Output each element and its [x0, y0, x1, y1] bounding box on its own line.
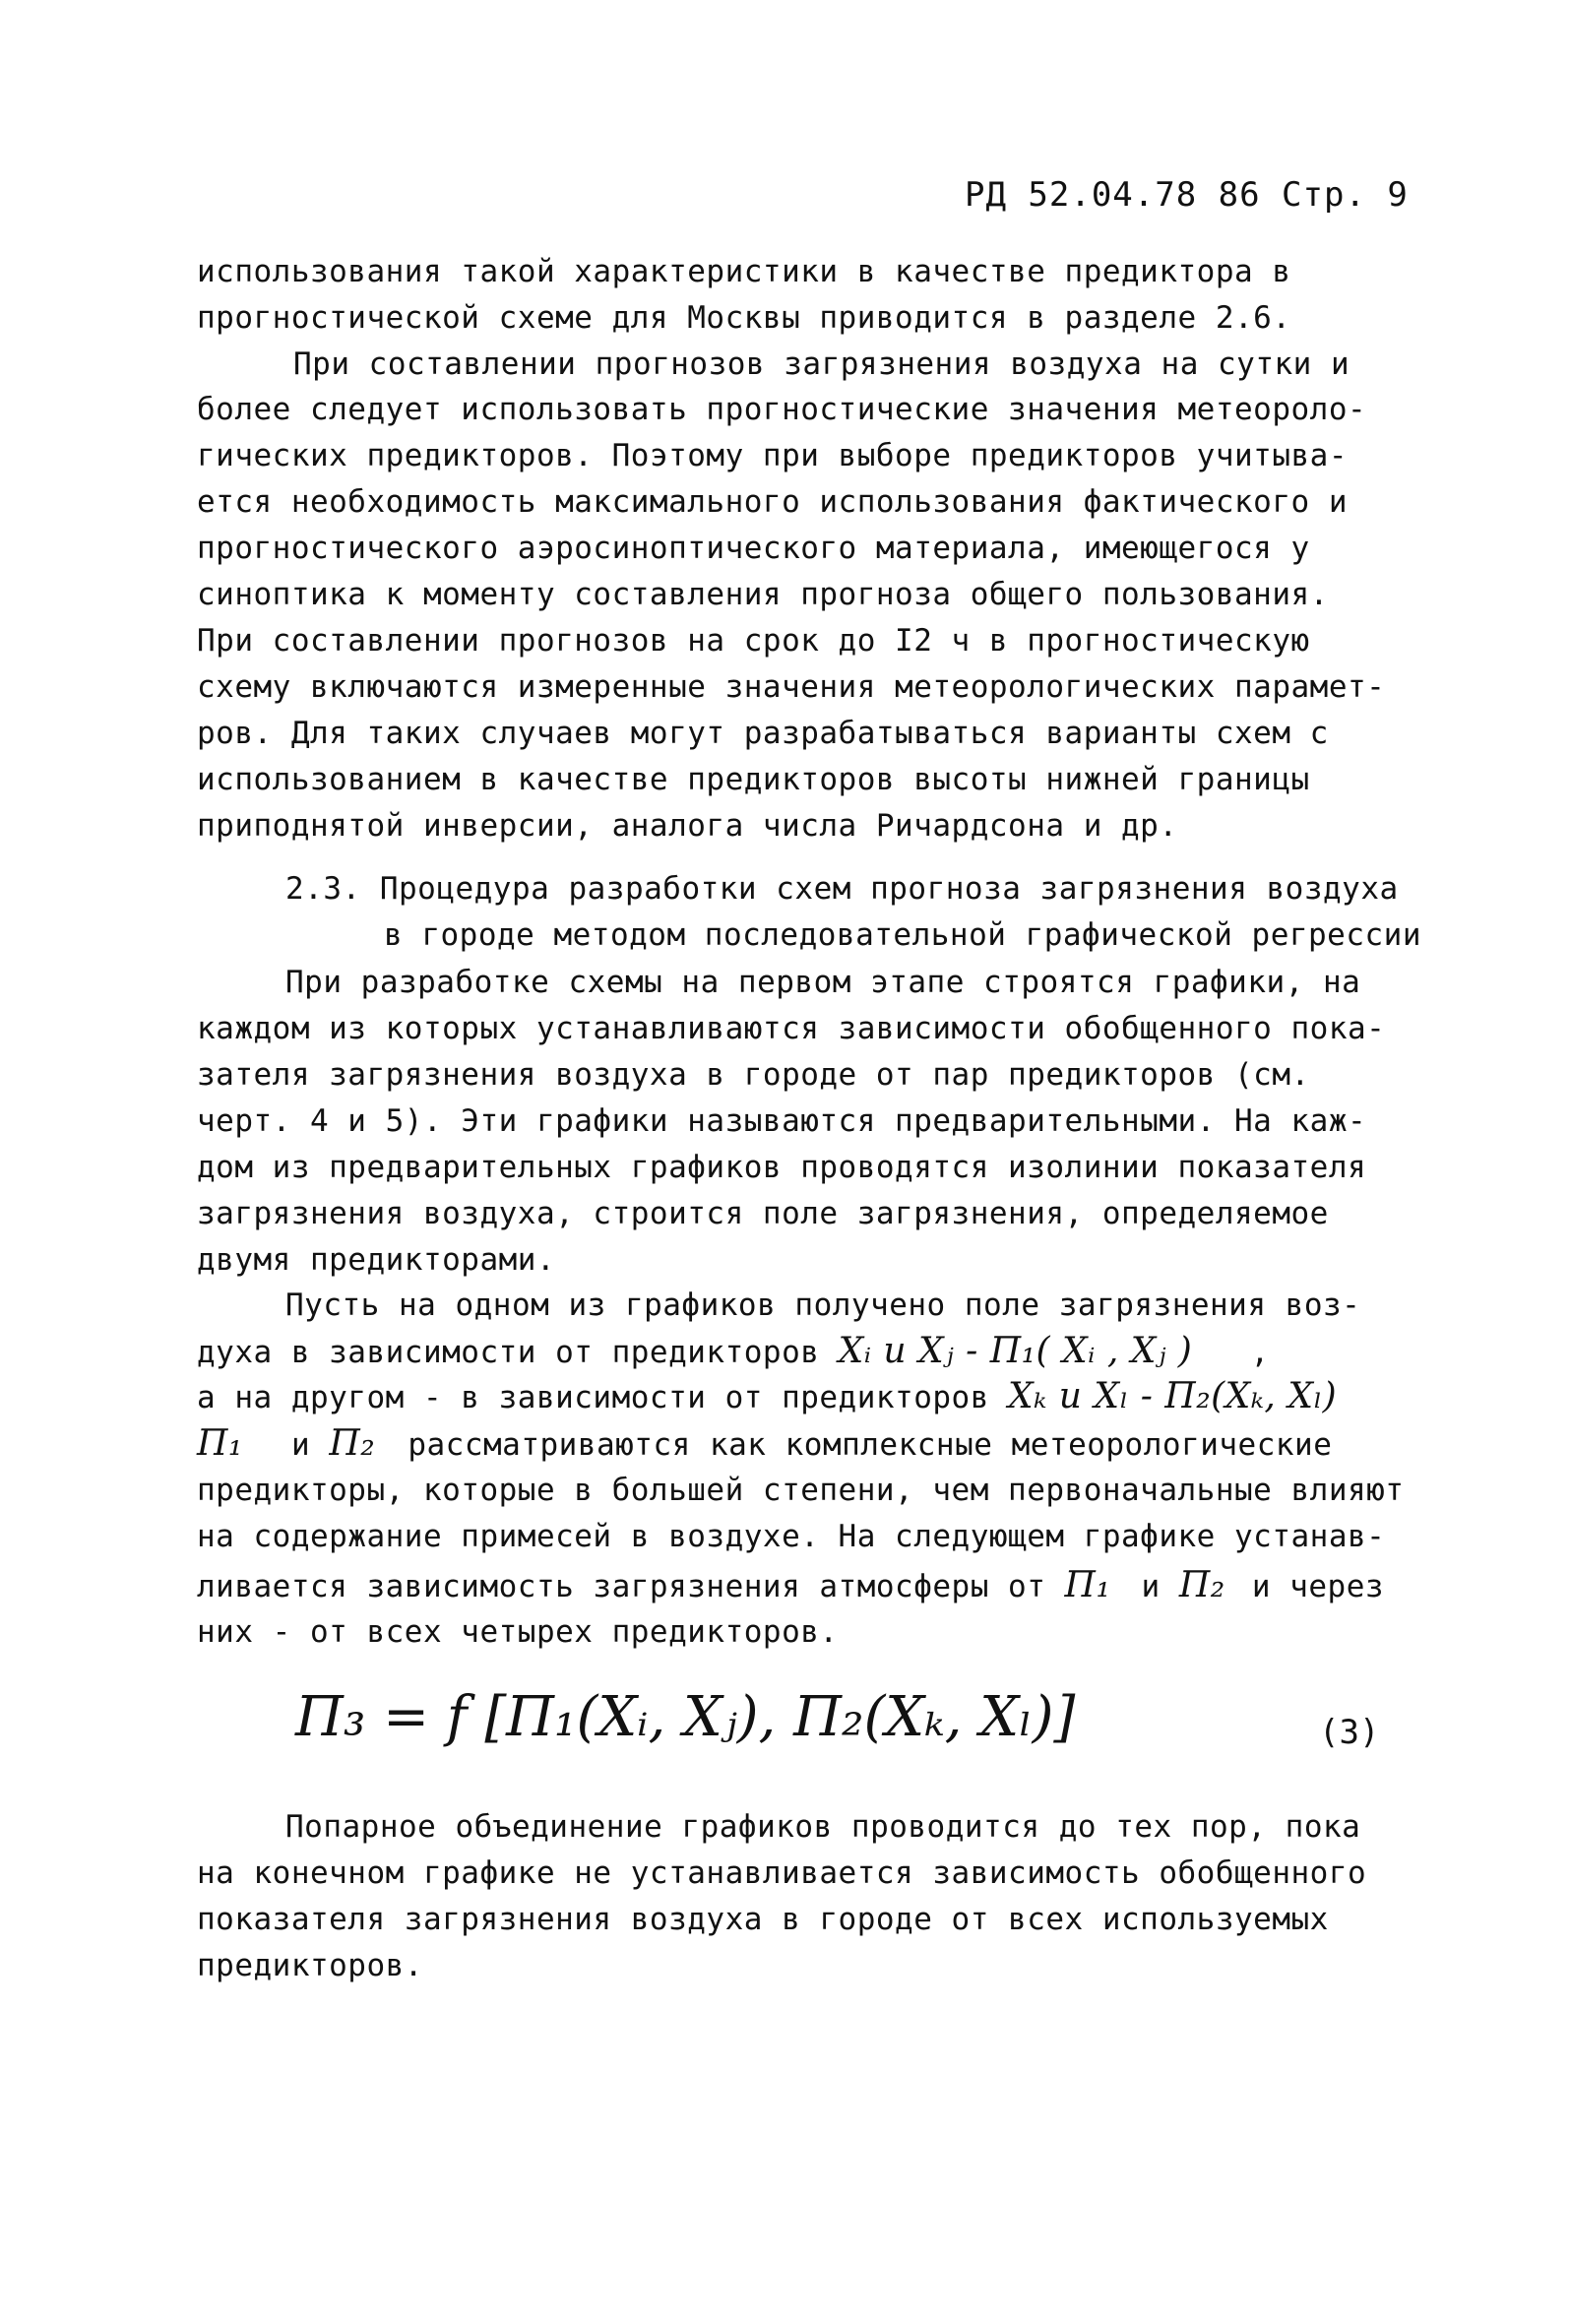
paragraph3-line: двумя предикторами. — [197, 1242, 556, 1278]
paragraph4-line: предикторы, которые в большей степени, чем первоначальные влияют — [197, 1473, 1405, 1508]
paragraph3-line: зателя загрязнения воздуха в городе от пар предикторов (см. — [197, 1057, 1310, 1093]
section-heading — [285, 871, 1399, 907]
paragraph3-line: дом из предварительных графиков проводятся изолинии показателя — [197, 1150, 1367, 1185]
paragraph1-line: использования такой характеристики в качестве предиктора в — [197, 254, 1291, 289]
math-symbol: П₁ — [1064, 1565, 1111, 1605]
punctuation: , — [1250, 1335, 1270, 1370]
paragraph4-text: духа в зависимости от предикторов — [197, 1335, 820, 1370]
paragraph4-text: а на другом - в зависимости от предикторов — [197, 1380, 989, 1415]
paragraph5-line: показателя загрязнения воздуха в городе от всех используемых — [197, 1902, 1329, 1937]
paragraph2-line: более следует использовать прогностические значения метеороло- — [197, 392, 1367, 427]
paragraph2-line: прогностического аэросиноптического материала, имеющегося у — [197, 531, 1310, 566]
paragraph4-line — [197, 1423, 1332, 1464]
math-symbol: П₁ — [197, 1423, 243, 1464]
conjunction: и — [291, 1427, 311, 1463]
paragraph4-line: на содержание примесей в воздухе. На следующем графике устанав- — [197, 1519, 1386, 1554]
paragraph3-line: При разработке схемы на первом этапе строятся графики, на — [285, 965, 1361, 1000]
paragraph1-line: прогностической схеме для Москвы приводится в разделе 2.6. — [197, 300, 1291, 336]
paragraph4-line: Пусть на одном из графиков получено поле загрязнения воз- — [285, 1288, 1361, 1323]
paragraph2-line: При составлении прогнозов на срок до I2 ч в прогностическую — [197, 623, 1310, 659]
paragraph4-line — [197, 1565, 1384, 1605]
equation-number: (3) — [1319, 1713, 1380, 1752]
paragraph2-line: использованием в качестве предикторов высоты нижней границы — [197, 762, 1310, 797]
math-expression: Xₖ и Xₗ - П₂(Xₖ, Xₗ) — [1008, 1376, 1338, 1416]
doc-code: РД 52.04.78 86 Стр. — [965, 175, 1366, 215]
page-header — [965, 175, 1409, 215]
math-symbol: П₂ — [329, 1423, 376, 1464]
equation-formula: П₃ = f [П₁(Xᵢ, Xⱼ), П₂(Xₖ, Xₗ)] — [295, 1685, 1076, 1749]
paragraph4-line — [197, 1331, 1270, 1371]
paragraph4-line: них - от всех четырех предикторов. — [197, 1614, 839, 1650]
conjunction: и — [1141, 1569, 1161, 1604]
paragraph4-text: ливается зависимость загрязнения атмосферы от — [197, 1569, 1046, 1604]
page-number: 9 — [1387, 175, 1409, 215]
paragraph5-line: предикторов. — [197, 1948, 423, 1983]
paragraph4-text: и через — [1251, 1569, 1385, 1604]
section-number: 2.3. — [285, 871, 361, 907]
paragraph2-line: ется необходимость максимального использования фактического и — [197, 484, 1348, 520]
paragraph5-line: на конечном графике не устанавливается зависимость обобщенного — [197, 1855, 1367, 1891]
math-expression: Xᵢ и Xⱼ - П₁( Xᵢ , Xⱼ ) — [838, 1331, 1193, 1371]
paragraph5-line: Попарное объединение графиков проводится до тех пор, пока — [285, 1809, 1361, 1845]
paragraph4-line — [197, 1376, 1337, 1416]
paragraph2-line: схему включаются измеренные значения метеорологических парамет- — [197, 669, 1386, 705]
paragraph2-line: синоптика к моменту составления прогноза общего пользования. — [197, 577, 1329, 612]
paragraph2-line: При составлении прогнозов загрязнения воздуха на сутки и — [293, 346, 1350, 382]
paragraph2-line: ров. Для таких случаев могут разрабатываться варианты схем с — [197, 716, 1329, 751]
paragraph3-line: загрязнения воздуха, строится поле загрязнения, определяемое — [197, 1196, 1329, 1231]
paragraph2-line: гических предикторов. Поэтому при выборе предикторов учитыва- — [197, 438, 1348, 473]
paragraph4-text: рассматриваются как комплексные метеорологические — [408, 1427, 1333, 1463]
section-title-line1: Процедура разработки схем прогноза загрязнения воздуха — [379, 871, 1399, 907]
math-symbol: П₂ — [1178, 1565, 1225, 1605]
section-title-line2: в городе методом последовательной графической регрессии — [384, 917, 1421, 953]
paragraph2-line: приподнятой инверсии, аналога числа Ричардсона и др. — [197, 808, 1178, 844]
paragraph3-line: черт. 4 и 5). Эти графики называются предварительными. На каж- — [197, 1103, 1367, 1139]
paragraph3-line: каждом из которых устанавливаются зависимости обобщенного пока- — [197, 1011, 1386, 1046]
